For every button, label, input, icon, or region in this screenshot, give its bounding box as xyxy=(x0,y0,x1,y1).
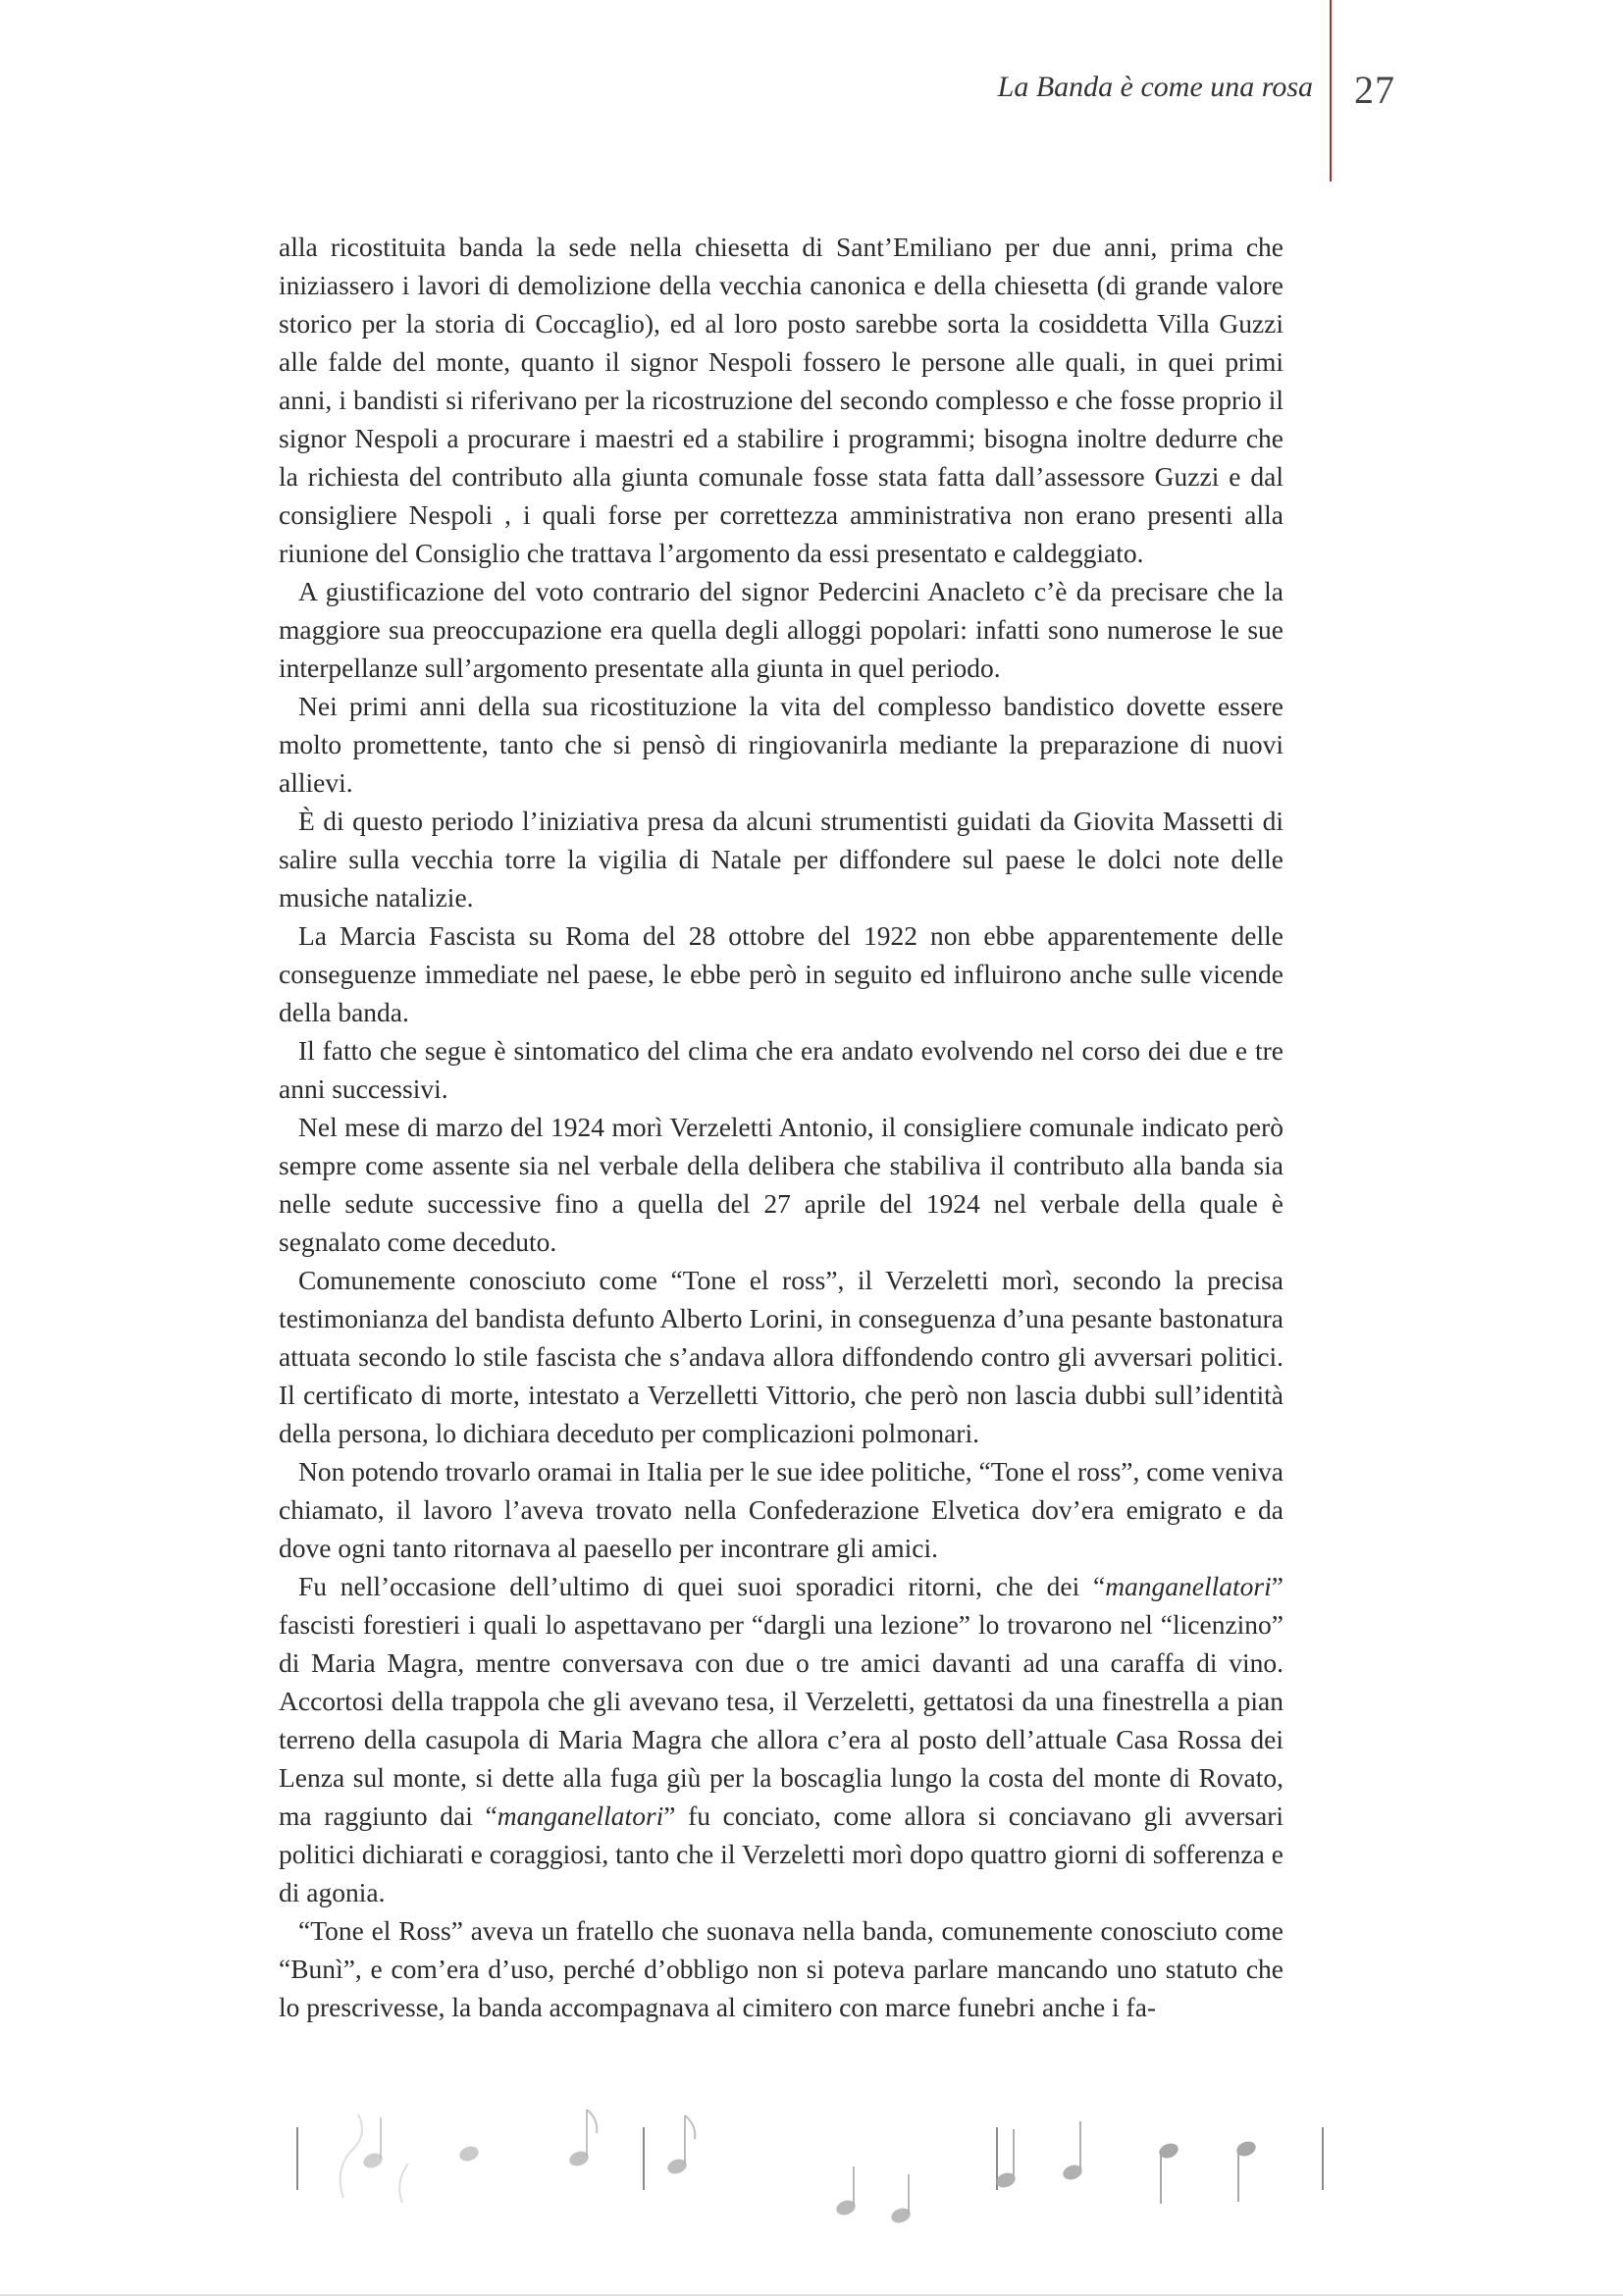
page-number: 27 xyxy=(1354,68,1395,112)
paragraph-segment: ” fascisti forestieri i quali lo aspettavano per “dargli una lezione” lo trovarono nel “licenzino” di Maria Magra, mentre conversava con due o tre amici davanti ad una caraffa di vino. Accortosi della trappola che gli avevano tesa, il Verzeletti, gettatosi da una finestrella a pian terreno della casupola di Maria Magra che allora c’era al posto dell’attuale Casa Rossa dei Lenza sul monte, si dette alla fuga giù per la boscaglia lungo la costa del monte di Rovato, ma raggiunto dai “ xyxy=(279,1571,1283,1831)
paragraph: La Marcia Fascista su Roma del 28 ottobre del 1922 non ebbe apparentemente delle conseguenze immediate nel paese, le ebbe però in seguito ed influirono anche sulle vicende della banda. xyxy=(279,920,1283,1027)
paragraph: A giustificazione del voto contrario del signor Pedercini Anacleto c’è da precisare che la maggiore sua preoccupazione era quella degli alloggi popolari: infatti sono numerose le sue interpellanze sull’argomento presentate alla giunta in quel periodo. xyxy=(279,576,1283,683)
header-vertical-rule xyxy=(1330,0,1332,182)
paragraph: Comunemente conosciuto come “Tone el ross”, il Verzeletti morì, secondo la precisa testimonianza del bandista defunto Alberto Lorini, in conseguenza d’una pesante bastonatura attuata secondo lo stile fascista che s’andava allora diffondendo contro gli avversari politici. Il certificato di morte, intestato a Verzelletti Vittorio, che però non lascia dubbi sull’identità della persona, lo dichiara deceduto per complicazioni polmonari. xyxy=(279,1265,1283,1448)
music-staff-decoration xyxy=(147,2110,1325,2227)
paragraph: Nei primi anni della sua ricostituzione la vita del complesso bandistico dovette essere molto promettente, tanto che si pensò di ringiovanirla mediante la preparazione di nuovi allievi. xyxy=(279,691,1283,798)
italic-term: manganellatori xyxy=(1105,1571,1272,1601)
paragraph-segment: Fu nell’occasione dell’ultimo di quei suoi sporadici ritorni, che dei “ xyxy=(298,1571,1106,1601)
paragraph-segment: ” fu conciato, come allora si conciavano gli avversari politici dichiarati e coraggiosi, tanto che il Verzeletti morì dopo quattro giorni di sofferenza e di agonia. xyxy=(279,1800,1284,1907)
paragraph: Non potendo trovarlo oramai in Italia per le sue idee politiche, “Tone el ross”, come veniva chiamato, il lavoro l’aveva trovato nella Confederazione Elvetica dov’era emigrato e da dove ogni tanto ritornava al paesello per incontrare gli amici. xyxy=(279,1456,1283,1563)
paragraph: alla ricostituita banda la sede nella chiesetta di Sant’Emiliano per due anni, prima che iniziassero i lavori di demolizione della vecchia canonica e della chiesetta (di grande valore storico per la storia di Coccaglio), ed al loro posto sarebbe sorta la cosiddetta Villa Guzzi alle falde del monte, quanto il signor Nespoli fossero le persone alle quali, in quei primi anni, i bandisti si riferivano per la ricostruzione del secondo complesso e che fosse proprio il signor Nespoli a procurare i maestri ed a stabilire i programmi; bisogna inoltre dedurre che la richiesta del contributo alla giunta comunale fosse stata fatta dall’assessore Guzzi e dal consigliere Nespoli , i quali forse per correttezza amministrativa non erano presenti alla riunione del Consiglio che trattava l’argomento da essi presentato e caldeggiato. xyxy=(279,232,1283,568)
body-text xyxy=(279,228,1283,2026)
paragraph: È di questo periodo l’iniziativa presa da alcuni strumentisti guidati da Giovita Massetti di salire sulla vecchia torre la vigilia di Natale per diffondere sul paese le dolci note delle musiche natalizie. xyxy=(279,806,1283,913)
paragraph: “Tone el Ross” aveva un fratello che suonava nella banda, comunemente conosciuto come “Bunì”, e com’era d’uso, perché d’obbligo non si poteva parlare mancando uno statuto che lo prescrivesse, la banda accompagnava al cimitero con marce funebri anche i fa- xyxy=(279,1915,1283,2022)
staff-lines xyxy=(147,2127,1325,2190)
paragraph: Il fatto che segue è sintomatico del clima che era andato evolvendo nel corso dei due e tre anni successivi. xyxy=(279,1035,1283,1104)
running-title: La Banda è come una rosa xyxy=(997,71,1313,103)
paragraph xyxy=(279,1567,1283,1911)
paragraph: Nel mese di marzo del 1924 morì Verzeletti Antonio, il consigliere comunale indicato però sempre come assente sia nel verbale della delibera che stabiliva il contributo alla banda sia nelle sedute successive fino a quella del 27 aprile del 1924 nel verbale della quale è segnalato come deceduto. xyxy=(279,1112,1283,1257)
italic-term: manganellatori xyxy=(497,1800,664,1831)
